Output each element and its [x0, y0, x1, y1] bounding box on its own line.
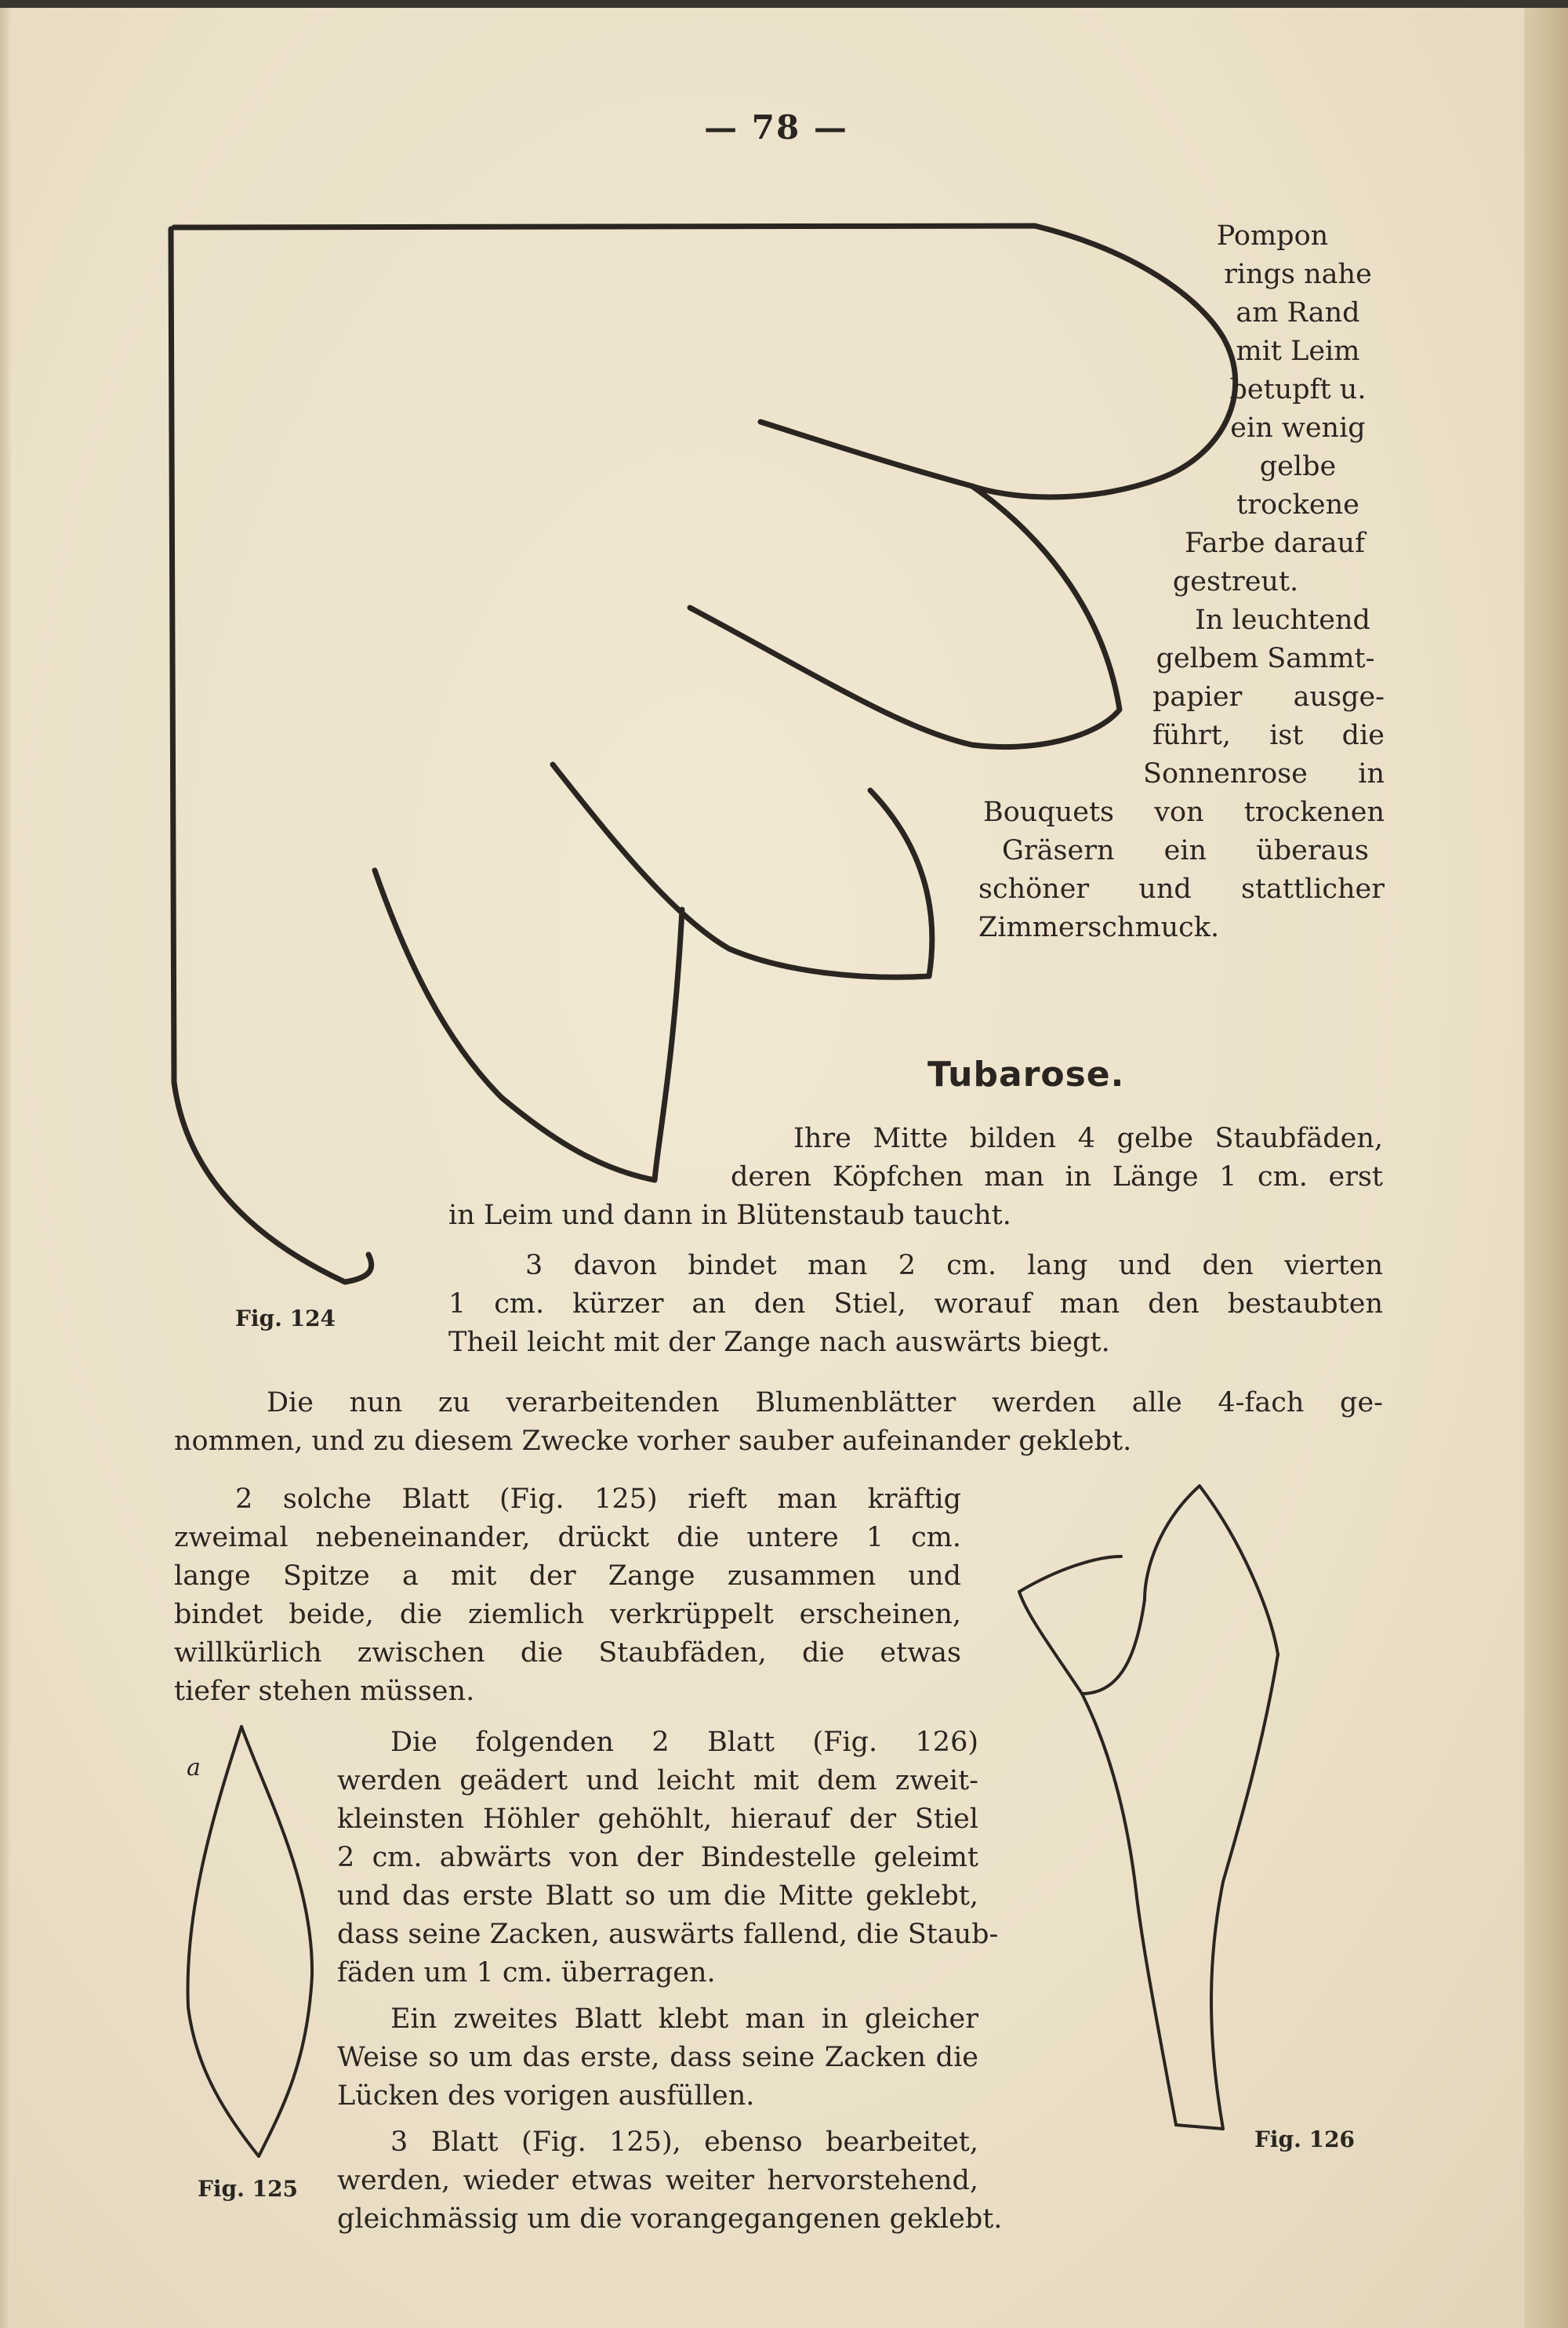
para5-line-6: dass seine Zacken, auswärts fallend, die Staub- — [337, 1919, 999, 1950]
para7-line-3: gleichmässig um die vorangegangenen geklebt. — [337, 2203, 1003, 2235]
fig124-outer-frame — [174, 226, 1236, 497]
para3-line-2: nommen, und zu diesem Zwecke vorher sauber aufeinander geklebt. — [174, 1425, 1132, 1457]
para4-line-5: willkürlich zwischen die Staubfäden, die etwas — [174, 1637, 961, 1669]
side-line-9: Farbe darauf — [1184, 528, 1366, 559]
para2-line-1: 3 davon bindet man 2 cm. lang und den vierten — [525, 1250, 1383, 1281]
para1-line-2: deren Köpfchen man in Länge 1 cm. erst — [731, 1161, 1383, 1193]
side-line-6: ein wenig — [1230, 412, 1366, 444]
section-heading: Tubarose. — [927, 1055, 1125, 1095]
para3-line-1: Die nun zu verarbeitenden Blumenblätter werden alle 4-fach ge- — [267, 1387, 1383, 1418]
para5-line-5: und das erste Blatt so um die Mitte geklebt, — [337, 1880, 978, 1912]
side-line-14: führt, ist die — [1152, 720, 1385, 751]
side-line-8: trockene — [1236, 489, 1359, 521]
para4-line-6: tiefer stehen müssen. — [174, 1676, 475, 1707]
side-line-1: Pompon — [1216, 220, 1329, 252]
para5-line-1: Die folgenden 2 Blatt (Fig. 126) — [390, 1727, 978, 1758]
para6-line-1: Ein zweites Blatt klebt man in gleicher — [390, 2003, 978, 2035]
figure-125-leaf — [188, 1727, 313, 2156]
para2-line-3: Theil leicht mit der Zange nach auswärts biegt. — [448, 1327, 1110, 1358]
side-line-5: betupft u. — [1229, 374, 1367, 405]
para7-line-1: 3 Blatt (Fig. 125), ebenso bearbeitet, — [390, 2126, 978, 2158]
para1-line-1: Ihre Mitte bilden 4 gelbe Staubfäden, — [793, 1123, 1383, 1154]
para5-line-3: kleinsten Höhler gehöhlt, hierauf der Stiel — [337, 1803, 978, 1835]
caption-fig-125: Fig. 125 — [198, 2176, 299, 2202]
fig124-petal-3 — [375, 870, 682, 1180]
para5-line-4: 2 cm. abwärts von der Bindestelle geleimt — [337, 1842, 978, 1873]
para5-line-2: werden geädert und leicht mit dem zweit- — [337, 1765, 978, 1796]
fig124-left-edge — [171, 229, 345, 1282]
fig124-petal-4-stroke — [345, 1255, 372, 1282]
figure-126-leaf — [1019, 1486, 1278, 2129]
side-line-3: am Rand — [1236, 297, 1360, 329]
para2-line-2: 1 cm. kürzer an den Stiel, worauf man den bestaubten — [448, 1288, 1383, 1320]
para4-line-2: zweimal nebeneinander, drückt die untere 1 cm. — [174, 1522, 961, 1553]
caption-fig-126: Fig. 126 — [1254, 2126, 1356, 2152]
para6-line-3: Lücken des vorigen ausfüllen. — [337, 2080, 755, 2112]
side-line-13: papier ausge- — [1152, 681, 1385, 713]
para4-line-3: lange Spitze a mit der Zange zusammen und — [174, 1560, 961, 1592]
caption-fig-124: Fig. 124 — [235, 1306, 336, 1331]
wide-line-1: Bouquets von trockenen — [983, 797, 1385, 828]
para4-line-4: bindet beide, die ziemlich verkrüppelt erscheinen, — [174, 1599, 961, 1630]
para5-line-7: fäden um 1 cm. überragen. — [337, 1957, 716, 1988]
side-line-2: rings nahe — [1224, 259, 1372, 290]
side-line-12: gelbem Sammt- — [1156, 643, 1375, 674]
para7-line-2: werden, wieder etwas weiter hervorstehend, — [337, 2165, 978, 2196]
side-line-11: In leuchtend — [1195, 605, 1370, 636]
side-line-15: Sonnenrose in — [1143, 758, 1385, 790]
wide-line-4: Zimmerschmuck. — [978, 912, 1220, 943]
para6-line-2: Weise so um das erste, dass seine Zacken die — [337, 2042, 978, 2073]
wide-line-3: schöner und stattlicher — [978, 873, 1385, 905]
wide-line-2: Gräsern ein überaus — [1002, 835, 1369, 866]
para1-line-3: in Leim und dann in Blütenstaub taucht. — [448, 1200, 1011, 1231]
fig124-petal-2 — [553, 764, 932, 977]
fig124-petal-1 — [690, 486, 1120, 747]
fig125-label-a: a — [187, 1754, 201, 1781]
para4-line-1: 2 solche Blatt (Fig. 125) rieft man kräftig — [235, 1484, 961, 1515]
side-line-4: mit Leim — [1236, 336, 1360, 367]
side-line-10: gestreut. — [1172, 566, 1299, 597]
page-number: — 78 — — [704, 108, 848, 147]
side-line-7: gelbe — [1259, 451, 1337, 482]
